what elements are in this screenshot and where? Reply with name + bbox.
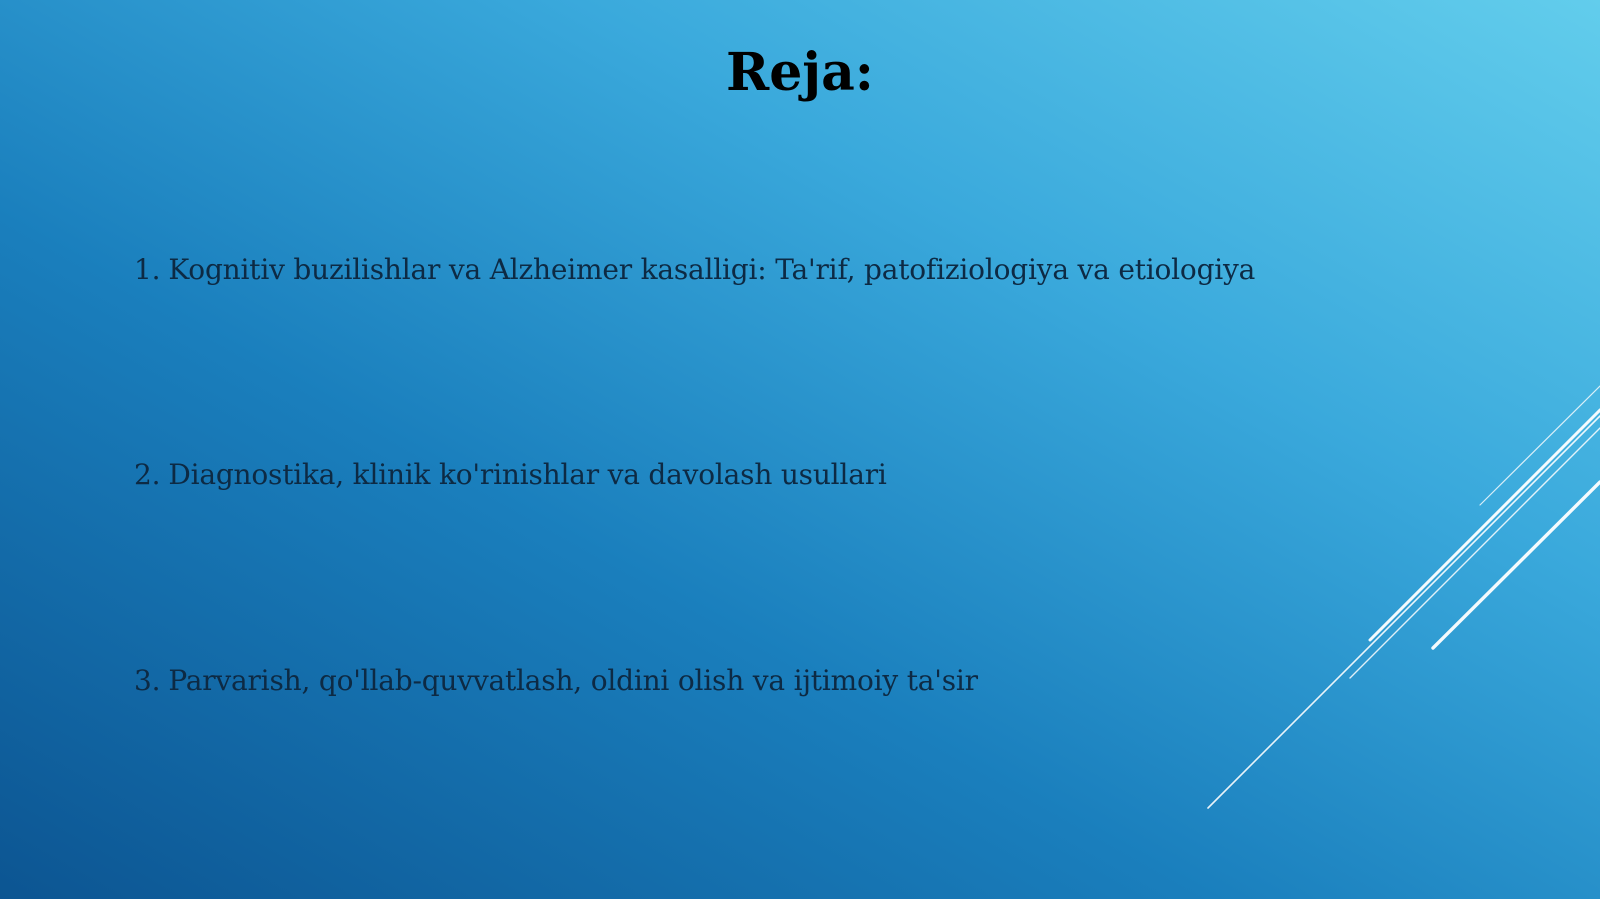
plan-item-2 <box>134 457 887 493</box>
plan-item-text: Kognitiv buzilishlar va Alzheimer kasalligi: Ta'rif, patofiziologiya va etiologiya <box>168 253 1256 286</box>
plan-item-3 <box>134 663 978 699</box>
plan-item-text: Diagnostika, klinik ko'rinishlar va davolash usullari <box>168 458 887 491</box>
plan-item-1 <box>134 252 1255 288</box>
decor-line <box>1480 386 1600 505</box>
decor-line <box>1208 416 1600 808</box>
decor-line <box>1350 428 1600 678</box>
slide-title: Reja: <box>725 42 874 103</box>
plan-item-number: 2. <box>134 458 161 491</box>
plan-item-text: Parvarish, qo'llab-quvvatlash, oldini olish va ijtimoiy ta'sir <box>168 664 978 697</box>
decor-line <box>1433 482 1600 648</box>
decor-line <box>1370 410 1600 640</box>
plan-item-number: 1. <box>134 253 161 286</box>
plan-item-number: 3. <box>134 664 161 697</box>
